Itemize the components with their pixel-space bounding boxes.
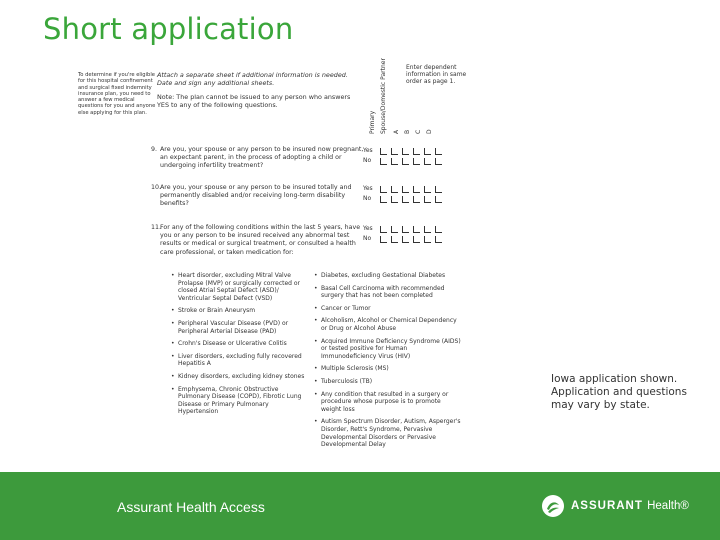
checkbox[interactable] — [402, 186, 409, 193]
question-number: 10. — [151, 184, 162, 191]
condition-item: • Crohn's Disease or Ulcerative Colitis — [171, 340, 306, 348]
checkbox[interactable] — [391, 186, 398, 193]
checkbox[interactable] — [435, 196, 442, 203]
checkbox[interactable] — [380, 148, 387, 155]
checkbox[interactable] — [391, 158, 398, 165]
condition-item: • Diabetes, excluding Gestational Diabetes — [314, 272, 462, 280]
checkbox[interactable] — [402, 226, 409, 233]
column-header-a: A — [393, 129, 400, 134]
yes-label: Yes — [363, 225, 373, 232]
checkbox[interactable] — [380, 186, 387, 193]
no-label: No — [363, 157, 372, 164]
conditions-right-column — [314, 272, 462, 454]
assurant-logo — [541, 494, 689, 518]
checkbox[interactable] — [424, 148, 431, 155]
condition-item: • Multiple Sclerosis (MS) — [314, 365, 462, 373]
enter-dependent-info: Enter dependent information in same order as page 1. — [406, 64, 467, 86]
checkbox[interactable] — [424, 186, 431, 193]
checkbox[interactable] — [402, 148, 409, 155]
no-label: No — [363, 235, 372, 242]
column-header-d: D — [426, 129, 433, 134]
condition-item: • Emphysema, Chronic Obstructive Pulmonary Disease (COPD), Fibrotic Lung Disease or Primary Pulmonary Hypertension — [171, 386, 306, 416]
yes-label: Yes — [363, 185, 373, 192]
question-text: Are you, your spouse or any person to be insured totally and permanently disabled and/or receiving long-term disability benefits? — [160, 184, 352, 208]
logo-text: ASSURANT Health® — [571, 500, 689, 512]
condition-item: • Alcoholism, Alcohol or Chemical Dependency or Drug or Alcohol Abuse — [314, 317, 462, 332]
checkbox[interactable] — [402, 196, 409, 203]
checkbox[interactable] — [380, 236, 387, 243]
condition-item: • Peripheral Vascular Disease (PVD) or Peripheral Arterial Disease (PAD) — [171, 320, 306, 335]
column-header-spouse: Spouse/Domestic Partner — [380, 58, 387, 134]
slide-title: Short application — [43, 12, 294, 46]
checkbox[interactable] — [380, 196, 387, 203]
question-10-yes-no — [363, 184, 373, 204]
question-number: 9. — [151, 146, 158, 153]
condition-item: • Any condition that resulted in a surgery or procedure whose purpose is to promote weight loss — [314, 391, 462, 414]
question-10-checkboxes — [380, 184, 442, 204]
checkbox[interactable] — [413, 186, 420, 193]
footer-bar — [0, 472, 720, 540]
checkbox[interactable] — [413, 226, 420, 233]
checkbox[interactable] — [435, 236, 442, 243]
question-11-yes-no — [363, 224, 373, 244]
assurant-logo-icon — [541, 494, 565, 518]
checkbox[interactable] — [380, 158, 387, 165]
yes-label: Yes — [363, 147, 373, 154]
state-disclaimer: Iowa application shown. Application and questions may vary by state. — [551, 373, 687, 411]
condition-item: • Basal Cell Carcinoma with recommended surgery that has not been completed — [314, 285, 462, 300]
checkbox[interactable] — [413, 236, 420, 243]
checkbox[interactable] — [391, 148, 398, 155]
checkbox[interactable] — [402, 236, 409, 243]
question-9 — [151, 146, 365, 171]
no-label: No — [363, 195, 372, 202]
checkbox[interactable] — [413, 148, 420, 155]
checkbox[interactable] — [424, 236, 431, 243]
column-header-b: B — [404, 129, 411, 134]
column-header-primary: Primary — [369, 110, 376, 134]
condition-item: • Kidney disorders, excluding kidney stones — [171, 373, 306, 381]
condition-item: • Liver disorders, excluding fully recovered Hepatitis A — [171, 353, 306, 368]
checkbox[interactable] — [435, 226, 442, 233]
checkbox[interactable] — [391, 236, 398, 243]
footer-label: Assurant Health Access — [117, 499, 265, 515]
question-text: For any of the following conditions within the last 5 years, have you or any person to be insured received any abnormal test results or medical or surgical treatment, or consulted a health care professional, or taken medication for: — [160, 224, 361, 256]
conditions-left-column — [171, 272, 306, 421]
condition-item: • Cancer or Tumor — [314, 305, 462, 313]
question-9-yes-no — [363, 146, 373, 166]
checkbox[interactable] — [391, 196, 398, 203]
checkbox[interactable] — [402, 158, 409, 165]
condition-item: • Acquired Immune Deficiency Syndrome (AIDS) or tested positive for Human Immunodeficiency Virus (HIV) — [314, 338, 462, 361]
form-attach-instruction: Attach a separate sheet if additional information is needed. Date and sign any additional sheets. — [157, 71, 348, 87]
checkbox[interactable] — [413, 196, 420, 203]
checkbox[interactable] — [435, 158, 442, 165]
checkbox[interactable] — [391, 226, 398, 233]
column-header-c: C — [415, 129, 422, 134]
checkbox[interactable] — [424, 158, 431, 165]
form-note: Note: The plan cannot be issued to any person who answers YES to any of the following questions. — [157, 93, 351, 109]
checkbox[interactable] — [424, 196, 431, 203]
question-10 — [151, 184, 365, 209]
question-text: Are you, your spouse or any person to be insured now pregnant, an expectant parent, in the process of adopting a child or undergoing infertility treatment? — [160, 146, 364, 170]
condition-item: • Autism Spectrum Disorder, Autism, Asperger's Disorder, Rett's Syndrome, Pervasive Developmental Disorders or Pervasive Developmental Delay — [314, 418, 462, 448]
condition-item: • Heart disorder, excluding Mitral Valve Prolapse (MVP) or surgically corrected or closed Atrial Septal Defect (ASD)/ Ventricular Septal Defect (VSD) — [171, 272, 306, 302]
checkbox[interactable] — [424, 226, 431, 233]
application-form — [60, 58, 470, 462]
question-number: 11. — [151, 224, 162, 231]
checkbox[interactable] — [435, 186, 442, 193]
checkbox[interactable] — [435, 148, 442, 155]
condition-item: • Tuberculosis (TB) — [314, 378, 462, 386]
checkbox[interactable] — [413, 158, 420, 165]
question-9-checkboxes — [380, 146, 442, 166]
question-11 — [151, 224, 365, 257]
checkbox[interactable] — [380, 226, 387, 233]
question-11-checkboxes — [380, 224, 442, 244]
condition-item: • Stroke or Brain Aneurysm — [171, 307, 306, 315]
form-intro: To determine if you're eligible for this hospital confinement and surgical fixed indemnity insurance plan, you need to answer a few medical questions for you and anyone else applying for this plan. — [78, 72, 156, 116]
